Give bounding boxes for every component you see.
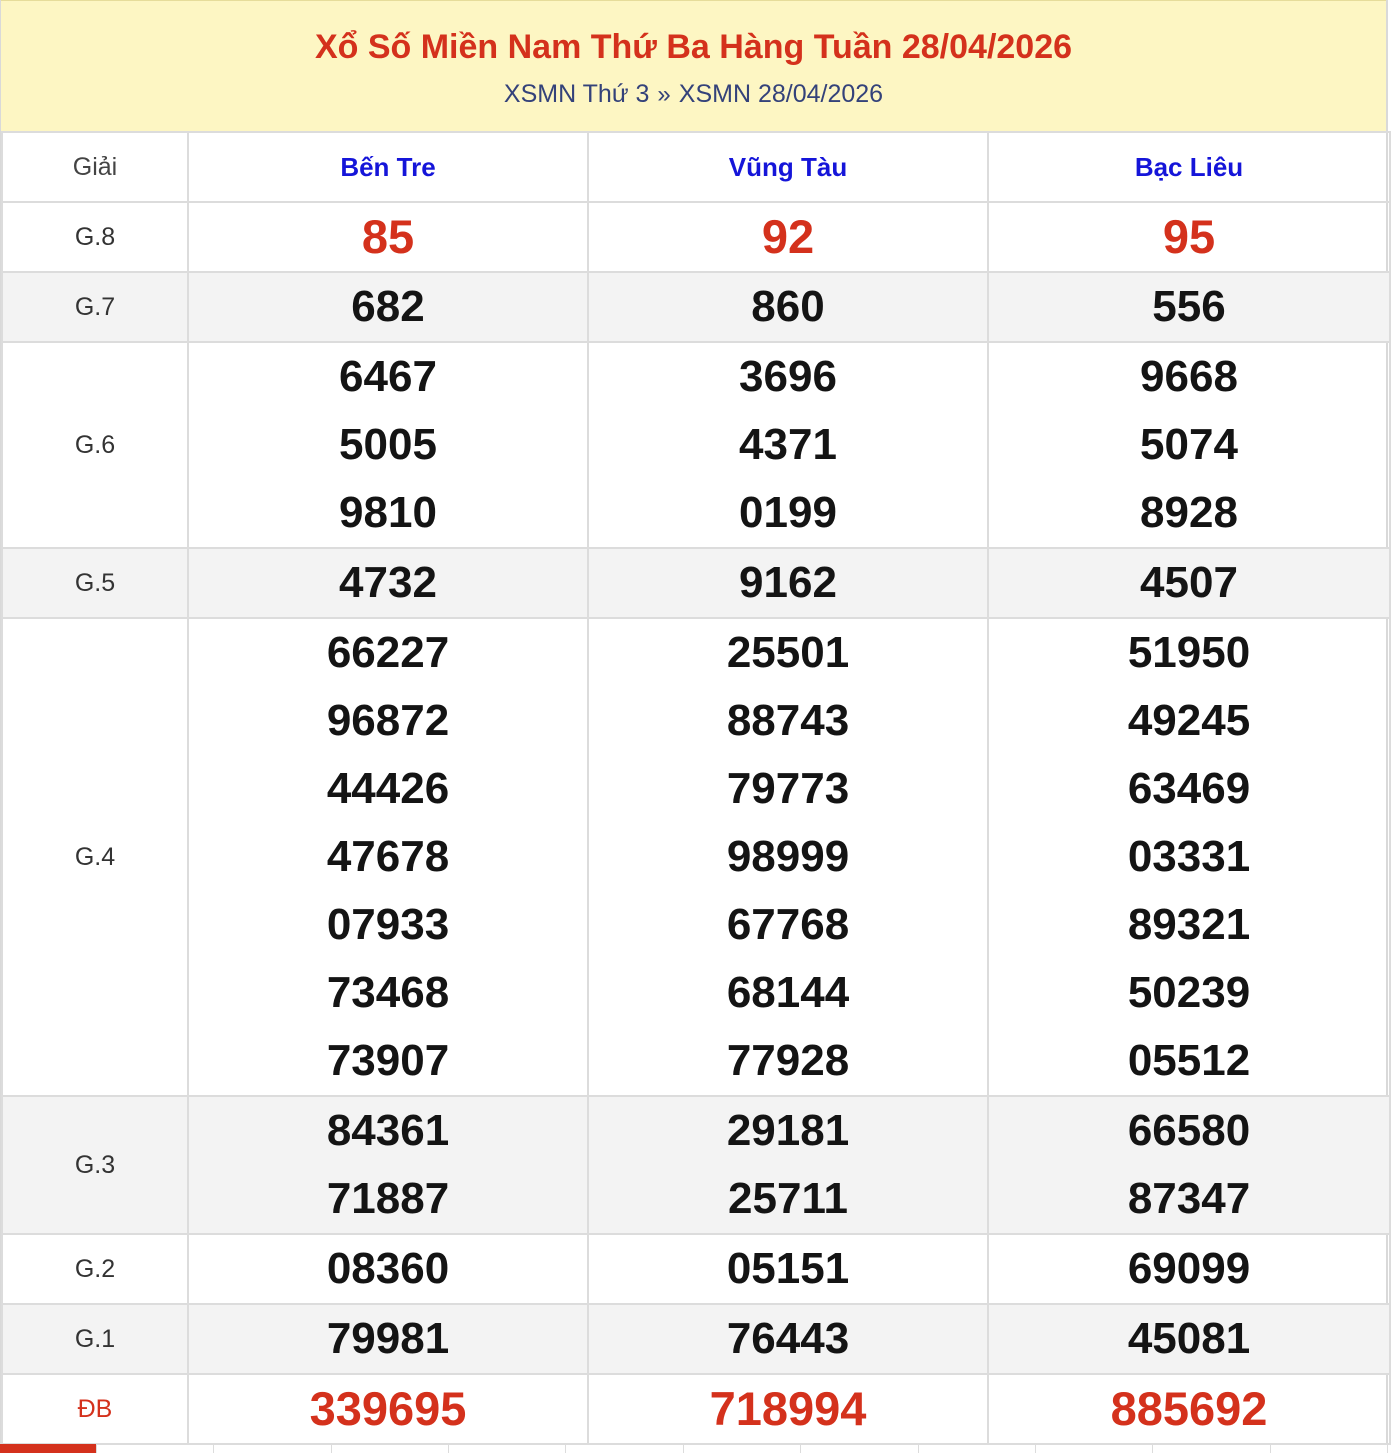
result-cell xyxy=(588,1234,988,1304)
result-number: 5074 xyxy=(1140,420,1238,469)
result-cell xyxy=(188,548,588,618)
prize-row xyxy=(2,548,1390,618)
result-number: 682 xyxy=(351,282,425,331)
result-number: 44426 xyxy=(326,764,450,813)
result-number: 47678 xyxy=(326,832,450,881)
result-cell xyxy=(188,618,588,1096)
prize-label: G.8 xyxy=(2,202,188,272)
result-cell xyxy=(988,202,1390,272)
prize-label: G.6 xyxy=(2,342,188,548)
result-number: 5005 xyxy=(339,420,437,469)
prize-label: G.1 xyxy=(2,1304,188,1374)
result-cell xyxy=(188,1304,588,1374)
result-number: 79773 xyxy=(726,764,850,813)
result-cell xyxy=(588,202,988,272)
result-number: 73907 xyxy=(326,1036,450,1085)
breadcrumb-separator: » xyxy=(657,81,671,108)
result-cell xyxy=(988,1096,1390,1234)
result-cell xyxy=(588,548,988,618)
result-number: 4732 xyxy=(339,558,437,607)
result-number: 9810 xyxy=(339,488,437,537)
result-cell xyxy=(588,1096,988,1234)
result-cell xyxy=(188,342,588,548)
breadcrumb-link-weekday[interactable]: XSMN Thứ 3 xyxy=(503,80,650,108)
result-number: 51950 xyxy=(1127,628,1251,677)
result-number: 67768 xyxy=(726,900,850,949)
result-number: 95 xyxy=(1162,210,1216,263)
prize-column-header: Giải xyxy=(2,132,188,202)
result-cell xyxy=(188,202,588,272)
result-number: 89321 xyxy=(1127,900,1251,949)
prize-row xyxy=(2,342,1390,548)
prize-row xyxy=(2,1234,1390,1304)
breadcrumb xyxy=(1,79,1386,110)
result-cell xyxy=(988,548,1390,618)
result-number: 4507 xyxy=(1140,558,1238,607)
prize-label: G.4 xyxy=(2,618,188,1096)
result-number: 05151 xyxy=(726,1244,850,1293)
result-number: 69099 xyxy=(1127,1244,1251,1293)
result-cell xyxy=(188,1096,588,1234)
province-header[interactable]: Vũng Tàu xyxy=(588,132,988,202)
result-number: 860 xyxy=(751,282,825,331)
prize-row xyxy=(2,1096,1390,1234)
result-number: 8928 xyxy=(1140,488,1238,537)
result-cell xyxy=(988,342,1390,548)
province-header[interactable]: Bạc Liêu xyxy=(988,132,1390,202)
result-cell xyxy=(188,272,588,342)
result-number: 08360 xyxy=(326,1244,450,1293)
result-number: 88743 xyxy=(726,696,850,745)
result-number: 25501 xyxy=(726,628,850,677)
result-number: 85 xyxy=(361,210,415,263)
result-cell xyxy=(188,1374,588,1444)
result-number: 66227 xyxy=(326,628,450,677)
result-cell xyxy=(588,342,988,548)
result-number: 05512 xyxy=(1127,1036,1251,1085)
result-number: 25711 xyxy=(728,1174,848,1223)
prize-row xyxy=(2,1304,1390,1374)
result-number: 63469 xyxy=(1127,764,1251,813)
result-number: 45081 xyxy=(1127,1314,1251,1363)
result-number: 3696 xyxy=(739,352,837,401)
result-number: 49245 xyxy=(1127,696,1251,745)
result-number: 4371 xyxy=(739,420,837,469)
result-cell xyxy=(988,1234,1390,1304)
result-cell xyxy=(588,1374,988,1444)
province-header[interactable]: Bến Tre xyxy=(188,132,588,202)
result-cell xyxy=(188,1234,588,1304)
page-title: Xổ Số Miền Nam Thứ Ba Hàng Tuần 28/04/2026 xyxy=(314,28,1073,66)
prize-label: G.7 xyxy=(2,272,188,342)
result-number: 9162 xyxy=(739,558,837,607)
result-number: 885692 xyxy=(1110,1382,1268,1435)
prize-label: ĐB xyxy=(2,1374,188,1444)
result-number: 71887 xyxy=(326,1174,450,1223)
result-cell xyxy=(988,1374,1390,1444)
prize-label: G.2 xyxy=(2,1234,188,1304)
result-number: 6467 xyxy=(339,352,437,401)
result-number: 87347 xyxy=(1127,1174,1251,1223)
result-number: 92 xyxy=(761,210,815,263)
results-header xyxy=(1,0,1386,131)
result-number: 73468 xyxy=(326,968,450,1017)
result-cell xyxy=(588,272,988,342)
result-number: 03331 xyxy=(1127,832,1251,881)
result-number: 07933 xyxy=(326,900,450,949)
prize-row xyxy=(2,1374,1390,1444)
result-number: 98999 xyxy=(726,832,850,881)
prize-row xyxy=(2,272,1390,342)
result-number: 9668 xyxy=(1140,352,1238,401)
result-number: 0199 xyxy=(739,488,837,537)
prize-label: G.5 xyxy=(2,548,188,618)
result-cell xyxy=(588,618,988,1096)
result-number: 79981 xyxy=(326,1314,450,1363)
prize-row xyxy=(2,618,1390,1096)
prize-row xyxy=(2,202,1390,272)
result-cell xyxy=(588,1304,988,1374)
result-number: 339695 xyxy=(309,1382,467,1435)
result-number: 68144 xyxy=(726,968,850,1017)
result-number: 96872 xyxy=(326,696,450,745)
result-number: 84361 xyxy=(326,1106,450,1155)
breadcrumb-link-date[interactable]: XSMN 28/04/2026 xyxy=(678,80,884,108)
prize-label: G.3 xyxy=(2,1096,188,1234)
result-cell xyxy=(988,272,1390,342)
result-number: 77928 xyxy=(726,1036,850,1085)
result-cell xyxy=(988,1304,1390,1374)
results-table xyxy=(1,131,1391,1445)
result-number: 50239 xyxy=(1127,968,1251,1017)
result-number: 29181 xyxy=(726,1106,850,1155)
result-number: 66580 xyxy=(1127,1106,1251,1155)
result-number: 556 xyxy=(1152,282,1226,331)
result-cell xyxy=(988,618,1390,1096)
table-header-row xyxy=(2,132,1390,202)
result-number: 718994 xyxy=(709,1382,867,1435)
result-number: 76443 xyxy=(726,1314,850,1363)
